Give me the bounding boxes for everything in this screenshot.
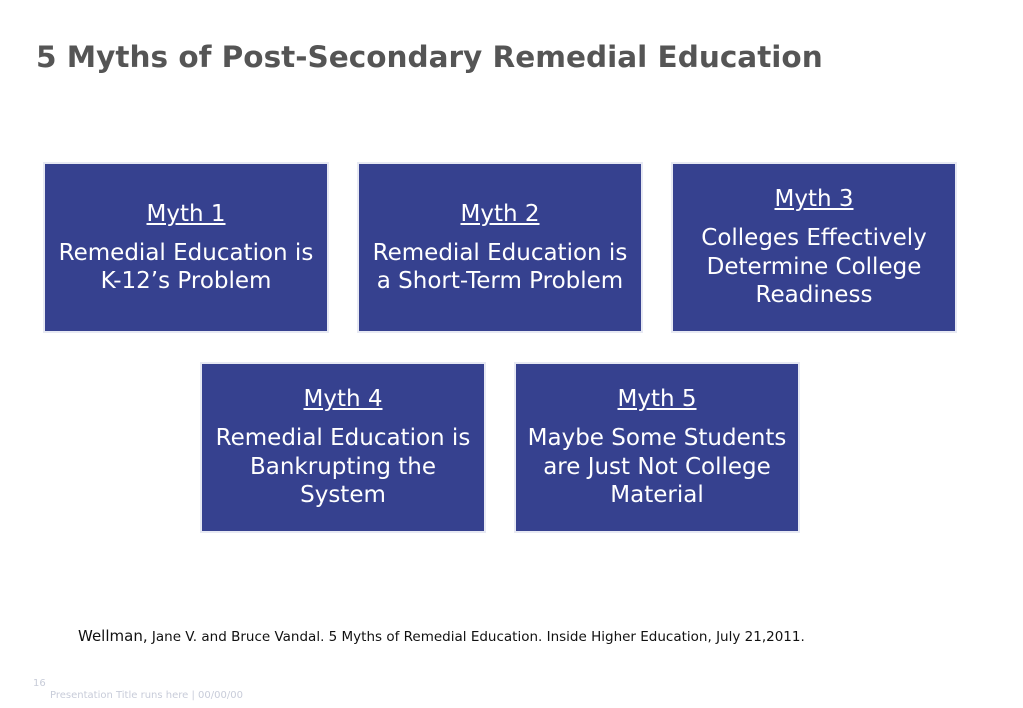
myth-2-heading: Myth 2 [460,200,540,227]
myth-1-text: Remedial Education is K-12’s Problem [58,239,314,294]
slide-title: 5 Myths of Post-Secondary Remedial Education [36,40,823,74]
citation-details: Jane V. and Bruce Vandal. 5 Myths of Remedial Education. Inside Higher Education, July 21,2011. [147,629,805,645]
page-number: 16 [33,678,46,689]
myth-4-box [200,362,486,533]
citation [78,627,805,645]
myth-3-heading: Myth 3 [774,186,854,213]
myth-2-box [357,162,643,333]
myth-4-heading: Myth 4 [303,386,383,413]
myth-3-text: Colleges Effectively Determine College Readiness [701,225,927,309]
footer-text: Presentation Title runs here | 00/00/00 [50,690,243,701]
myth-1-heading: Myth 1 [146,200,226,227]
myth-5-text: Maybe Some Students are Just Not College Material [527,425,787,509]
myth-4-text: Remedial Education is Bankrupting the System [215,425,471,509]
myth-5-heading: Myth 5 [617,386,697,413]
myth-1-box [43,162,329,333]
citation-author: Wellman, [78,627,148,645]
myth-2-text: Remedial Education is a Short-Term Problem [372,239,628,294]
myth-5-box [514,362,800,533]
myth-3-box [671,162,957,333]
